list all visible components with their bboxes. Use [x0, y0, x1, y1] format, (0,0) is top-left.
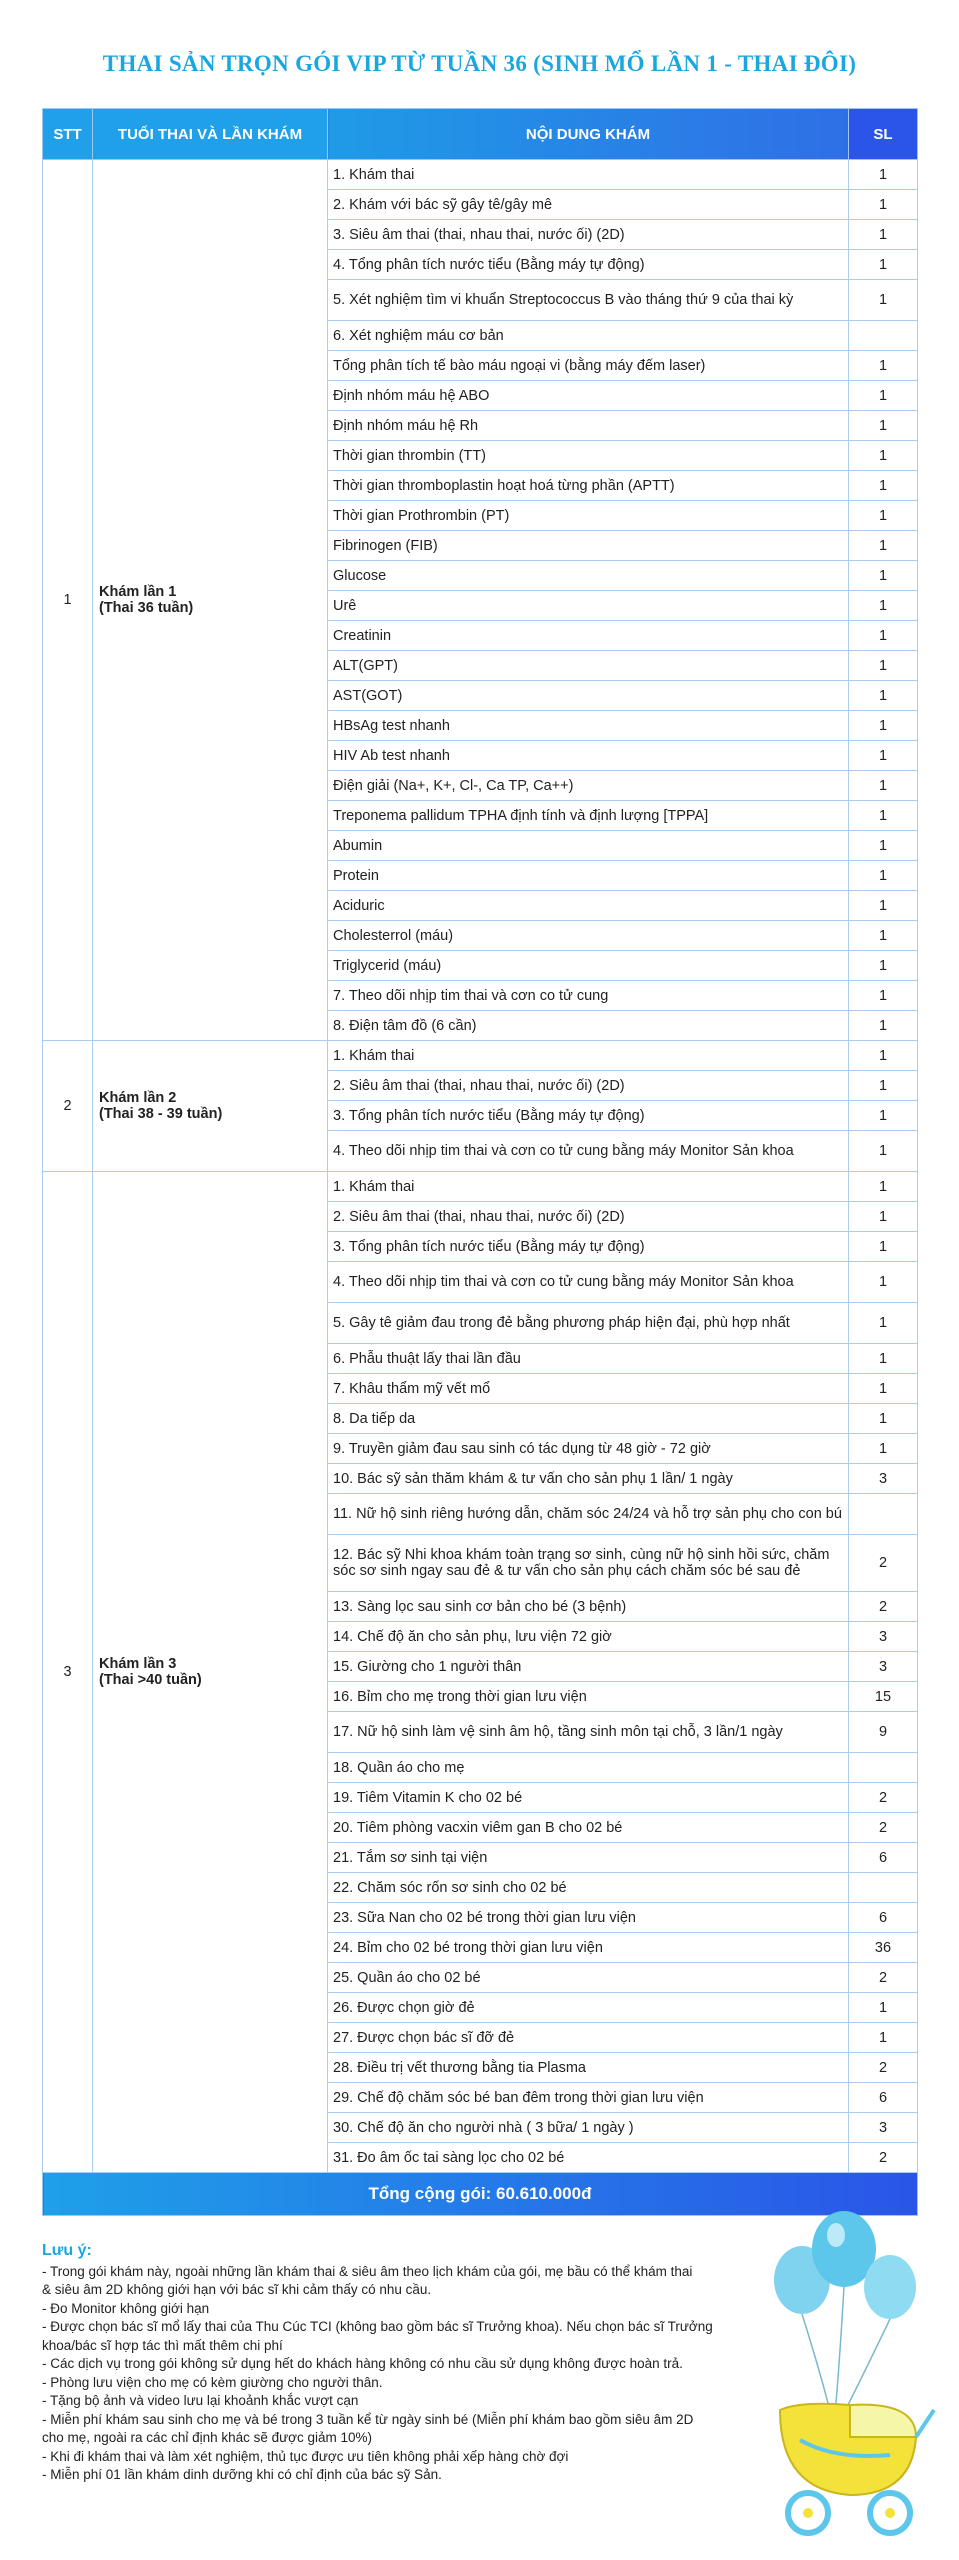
- exam-item: 3. Siêu âm thai (thai, nhau thai, nước ối) (2D): [328, 220, 849, 250]
- exam-item: 18. Quần áo cho mẹ: [328, 1753, 849, 1783]
- exam-quantity: 1: [849, 381, 918, 411]
- exam-item: 23. Sữa Nan cho 02 bé trong thời gian lưu viện: [328, 1903, 849, 1933]
- exam-item: 1. Khám thai: [328, 1172, 849, 1202]
- package-table: [42, 108, 918, 2216]
- exam-item: 4. Theo dõi nhịp tim thai và cơn co tử cung bằng máy Monitor Sản khoa: [328, 1262, 849, 1303]
- exam-item: 6. Phẫu thuật lấy thai lần đầu: [328, 1344, 849, 1374]
- exam-item: Treponema pallidum TPHA định tính và định lượng [TPPA]: [328, 801, 849, 831]
- header-content: NỘI DUNG KHÁM: [328, 109, 849, 160]
- exam-item: 13. Sàng lọc sau sinh cơ bản cho bé (3 bệnh): [328, 1592, 849, 1622]
- exam-quantity: 1: [849, 441, 918, 471]
- exam-item: HBsAg test nhanh: [328, 711, 849, 741]
- stage-name: Khám lần 2: [99, 1090, 177, 1106]
- exam-item: Glucose: [328, 561, 849, 591]
- note-line: - Phòng lưu viện cho mẹ có kèm giường cho người thân.: [42, 2374, 383, 2390]
- exam-item: 26. Được chọn giờ đẻ: [328, 1993, 849, 2023]
- exam-quantity: 1: [849, 220, 918, 250]
- exam-quantity: 1: [849, 250, 918, 280]
- stage-number: 3: [43, 1172, 93, 2173]
- exam-quantity: 1: [849, 2023, 918, 2053]
- stroller-hood: [850, 2405, 916, 2437]
- exam-quantity: 9: [849, 1712, 918, 1753]
- exam-quantity: 2: [849, 1963, 918, 1993]
- stage-week: (Thai 38 - 39 tuần): [99, 1106, 223, 1122]
- exam-quantity: [849, 1873, 918, 1903]
- exam-quantity: 1: [849, 681, 918, 711]
- exam-quantity: 1: [849, 711, 918, 741]
- exam-item: Thời gian thrombin (TT): [328, 441, 849, 471]
- exam-quantity: [849, 1753, 918, 1783]
- table-row: [43, 1041, 918, 1071]
- exam-item: 12. Bác sỹ Nhi khoa khám toàn trạng sơ sinh, cùng nữ hộ sinh hồi sức, chăm sóc sơ sinh ngay sau đẻ & tư vấn cho sản phụ cách chăm sóc bé sau đẻ: [328, 1535, 849, 1592]
- note-line: khoa/bác sĩ hợp tác thì mất thêm chi phí: [42, 2337, 283, 2353]
- exam-item: Triglycerid (máu): [328, 951, 849, 981]
- exam-item: 16. Bỉm cho mẹ trong thời gian lưu viện: [328, 1682, 849, 1712]
- exam-item: 2. Siêu âm thai (thai, nhau thai, nước ối) (2D): [328, 1202, 849, 1232]
- exam-item: 20. Tiêm phòng vacxin viêm gan B cho 02 bé: [328, 1813, 849, 1843]
- exam-quantity: 6: [849, 1843, 918, 1873]
- exam-item: 7. Khâu thẩm mỹ vết mổ: [328, 1374, 849, 1404]
- exam-item: 31. Đo âm ốc tai sàng lọc cho 02 bé: [328, 2143, 849, 2173]
- exam-item: 21. Tắm sơ sinh tại viện: [328, 1843, 849, 1873]
- exam-quantity: 1: [849, 1011, 918, 1041]
- stage-name: Khám lần 3: [99, 1656, 177, 1672]
- exam-quantity: 1: [849, 921, 918, 951]
- exam-quantity: 1: [849, 1374, 918, 1404]
- exam-quantity: 1: [849, 1202, 918, 1232]
- note-line: - Trong gói khám này, ngoài những lần khám thai & siêu âm theo lịch khám của gói, mẹ bầu có thể khám thai: [42, 2263, 693, 2279]
- stage-number: 1: [43, 160, 93, 1041]
- exam-item: 5. Gây tê giảm đau trong đẻ bằng phương pháp hiện đại, phù hợp nhất: [328, 1303, 849, 1344]
- exam-quantity: 1: [849, 651, 918, 681]
- exam-item: 6. Xét nghiệm máu cơ bản: [328, 321, 849, 351]
- exam-item: 14. Chế độ ăn cho sản phụ, lưu viện 72 giờ: [328, 1622, 849, 1652]
- exam-quantity: [849, 1494, 918, 1535]
- exam-quantity: 3: [849, 1464, 918, 1494]
- exam-quantity: 1: [849, 861, 918, 891]
- exam-item: 2. Siêu âm thai (thai, nhau thai, nước ối) (2D): [328, 1071, 849, 1101]
- exam-quantity: 1: [849, 190, 918, 220]
- exam-item: 28. Điều trị vết thương bằng tia Plasma: [328, 2053, 849, 2083]
- exam-quantity: 1: [849, 411, 918, 441]
- exam-quantity: 1: [849, 1993, 918, 2023]
- exam-item: 1. Khám thai: [328, 1041, 849, 1071]
- exam-item: 10. Bác sỹ sản thăm khám & tư vấn cho sản phụ 1 lần/ 1 ngày: [328, 1464, 849, 1494]
- exam-quantity: 1: [849, 771, 918, 801]
- exam-item: Cholesterrol (máu): [328, 921, 849, 951]
- notes-list: [42, 2263, 802, 2485]
- exam-item: 5. Xét nghiệm tìm vi khuẩn Streptococcus B vào tháng thứ 9 của thai kỳ: [328, 280, 849, 321]
- exam-quantity: 1: [849, 981, 918, 1011]
- stage-week: (Thai >40 tuần): [99, 1672, 202, 1688]
- exam-item: 17. Nữ hộ sinh làm vệ sinh âm hộ, tầng sinh môn tại chỗ, 3 lần/1 ngày: [328, 1712, 849, 1753]
- exam-item: ALT(GPT): [328, 651, 849, 681]
- exam-quantity: 1: [849, 1262, 918, 1303]
- exam-item: Thời gian thromboplastin hoạt hoá từng phần (APTT): [328, 471, 849, 501]
- exam-item: Định nhóm máu hệ Rh: [328, 411, 849, 441]
- exam-quantity: 2: [849, 2053, 918, 2083]
- exam-quantity: 1: [849, 1131, 918, 1172]
- exam-item: 8. Da tiếp da: [328, 1404, 849, 1434]
- exam-item: 30. Chế độ ăn cho người nhà ( 3 bữa/ 1 ngày ): [328, 2113, 849, 2143]
- table-row: [43, 160, 918, 190]
- exam-quantity: 3: [849, 1622, 918, 1652]
- exam-quantity: [849, 321, 918, 351]
- exam-item: 9. Truyền giảm đau sau sinh có tác dụng từ 48 giờ - 72 giờ: [328, 1434, 849, 1464]
- note-line: - Đo Monitor không giới hạn: [42, 2300, 210, 2316]
- note-line: cho mẹ, ngoài ra các chỉ định khác sẽ được giảm 10%): [42, 2430, 373, 2445]
- exam-quantity: 15: [849, 1682, 918, 1712]
- notes-title: Lưu ý:: [42, 2242, 92, 2259]
- exam-quantity: 1: [849, 951, 918, 981]
- exam-quantity: 2: [849, 2143, 918, 2173]
- exam-item: Protein: [328, 861, 849, 891]
- note-line: - Miễn phí khám sau sinh cho mẹ và bé trong 3 tuần kể từ ngày sinh bé (Miễn phí khám bao gồm siêu âm 2D: [42, 2411, 694, 2427]
- baby-stroller-illustration: [740, 2205, 940, 2545]
- exam-quantity: 1: [849, 741, 918, 771]
- exam-quantity: 1: [849, 501, 918, 531]
- exam-quantity: 3: [849, 2113, 918, 2143]
- note-line: - Miễn phí 01 lần khám dinh dưỡng khi có chỉ định của bác sỹ Sản.: [42, 2467, 442, 2482]
- exam-quantity: 1: [849, 351, 918, 381]
- table-row: [43, 1172, 918, 1202]
- exam-quantity: 1: [849, 1172, 918, 1202]
- header-qty: SL: [849, 109, 918, 160]
- note-line: - Các dịch vụ trong gói không sử dụng hết do khách hàng không có nhu cầu sử dụng không được hoàn trả.: [42, 2356, 683, 2371]
- exam-quantity: 1: [849, 561, 918, 591]
- stage-number: 2: [43, 1041, 93, 1172]
- exam-item: HIV Ab test nhanh: [328, 741, 849, 771]
- table-body: [43, 160, 918, 2173]
- exam-item: Điện giải (Na+, K+, Cl-, Ca TP, Ca++): [328, 771, 849, 801]
- balloon-right: [864, 2255, 916, 2319]
- total-price: Tổng cộng gói: 60.610.000đ: [43, 2173, 918, 2216]
- exam-quantity: 1: [849, 1344, 918, 1374]
- exam-item: 8. Điện tâm đồ (6 cần): [328, 1011, 849, 1041]
- exam-quantity: 1: [849, 1404, 918, 1434]
- exam-quantity: 1: [849, 1434, 918, 1464]
- stage-name: Khám lần 1: [99, 584, 177, 600]
- exam-quantity: 2: [849, 1783, 918, 1813]
- exam-quantity: 1: [849, 1232, 918, 1262]
- exam-quantity: 1: [849, 891, 918, 921]
- stage-label: [93, 1172, 328, 2173]
- exam-quantity: 1: [849, 621, 918, 651]
- exam-item: Abumin: [328, 831, 849, 861]
- exam-item: 29. Chế độ chăm sóc bé ban đêm trong thời gian lưu viện: [328, 2083, 849, 2113]
- exam-quantity: 1: [849, 801, 918, 831]
- stage-label: [93, 1041, 328, 1172]
- exam-item: 24. Bỉm cho 02 bé trong thời gian lưu viện: [328, 1933, 849, 1963]
- page-title: THAI SẢN TRỌN GÓI VIP TỪ TUẦN 36 (SINH MỔ LẦN 1 - THAI ĐÔI): [102, 51, 857, 76]
- exam-quantity: 1: [849, 591, 918, 621]
- exam-item: 7. Theo dõi nhịp tim thai và cơn co tử cung: [328, 981, 849, 1011]
- exam-quantity: 2: [849, 1535, 918, 1592]
- exam-quantity: 36: [849, 1933, 918, 1963]
- exam-quantity: 2: [849, 1813, 918, 1843]
- exam-item: 3. Tổng phân tích nước tiểu (Bằng máy tự động): [328, 1232, 849, 1262]
- stage-label: [93, 160, 328, 1041]
- exam-quantity: 1: [849, 531, 918, 561]
- exam-item: Fibrinogen (FIB): [328, 531, 849, 561]
- stage-week: (Thai 36 tuần): [99, 600, 194, 616]
- note-line: & siêu âm 2D không giới hạn với bác sĩ khi cảm thấy có nhu cầu.: [42, 2282, 432, 2297]
- exam-quantity: 1: [849, 1101, 918, 1131]
- exam-item: Thời gian Prothrombin (PT): [328, 501, 849, 531]
- exam-item: 27. Được chọn bác sĩ đỡ đẻ: [328, 2023, 849, 2053]
- exam-quantity: 1: [849, 1071, 918, 1101]
- table-header-row: [43, 109, 918, 160]
- exam-item: 4. Tổng phân tích nước tiểu (Bằng máy tự động): [328, 250, 849, 280]
- exam-quantity: 1: [849, 160, 918, 190]
- exam-quantity: 1: [849, 280, 918, 321]
- note-line: - Khi đi khám thai và làm xét nghiệm, thủ tục được ưu tiên không phải xếp hàng chờ đợi: [42, 2448, 569, 2464]
- header-age: TUỔI THAI VÀ LẦN KHÁM: [93, 109, 328, 160]
- exam-quantity: 1: [849, 1303, 918, 1344]
- note-line: - Tặng bộ ảnh và video lưu lại khoảnh khắc vượt cạn: [42, 2393, 359, 2408]
- note-line: - Được chọn bác sĩ mổ lấy thai của Thu Cúc TCI (không bao gồm bác sĩ Trưởng khoa). Nếu chọn bác sĩ Trưởng: [42, 2319, 713, 2334]
- exam-item: 22. Chăm sóc rốn sơ sinh cho 02 bé: [328, 1873, 849, 1903]
- exam-item: 1. Khám thai: [328, 160, 849, 190]
- exam-quantity: 1: [849, 831, 918, 861]
- exam-item: Creatinin: [328, 621, 849, 651]
- exam-item: Định nhóm máu hệ ABO: [328, 381, 849, 411]
- exam-item: 15. Giường cho 1 người thân: [328, 1652, 849, 1682]
- exam-quantity: 6: [849, 1903, 918, 1933]
- exam-item: 2. Khám với bác sỹ gây tê/gây mê: [328, 190, 849, 220]
- exam-item: Tổng phân tích tế bào máu ngoại vi (bằng máy đếm laser): [328, 351, 849, 381]
- exam-item: 19. Tiêm Vitamin K cho 02 bé: [328, 1783, 849, 1813]
- exam-quantity: 2: [849, 1592, 918, 1622]
- exam-item: 11. Nữ hộ sinh riêng hướng dẫn, chăm sóc 24/24 và hỗ trợ sản phụ cho con bú: [328, 1494, 849, 1535]
- header-stt: STT: [43, 109, 93, 160]
- exam-item: 3. Tổng phân tích nước tiểu (Bằng máy tự động): [328, 1101, 849, 1131]
- exam-item: AST(GOT): [328, 681, 849, 711]
- exam-quantity: 3: [849, 1652, 918, 1682]
- exam-item: 25. Quần áo cho 02 bé: [328, 1963, 849, 1993]
- exam-quantity: 6: [849, 2083, 918, 2113]
- exam-item: Aciduric: [328, 891, 849, 921]
- exam-quantity: 1: [849, 1041, 918, 1071]
- exam-item: 4. Theo dõi nhịp tim thai và cơn co tử cung bằng máy Monitor Sản khoa: [328, 1131, 849, 1172]
- exam-quantity: 1: [849, 471, 918, 501]
- notes-section: [42, 2242, 802, 2485]
- exam-item: Urê: [328, 591, 849, 621]
